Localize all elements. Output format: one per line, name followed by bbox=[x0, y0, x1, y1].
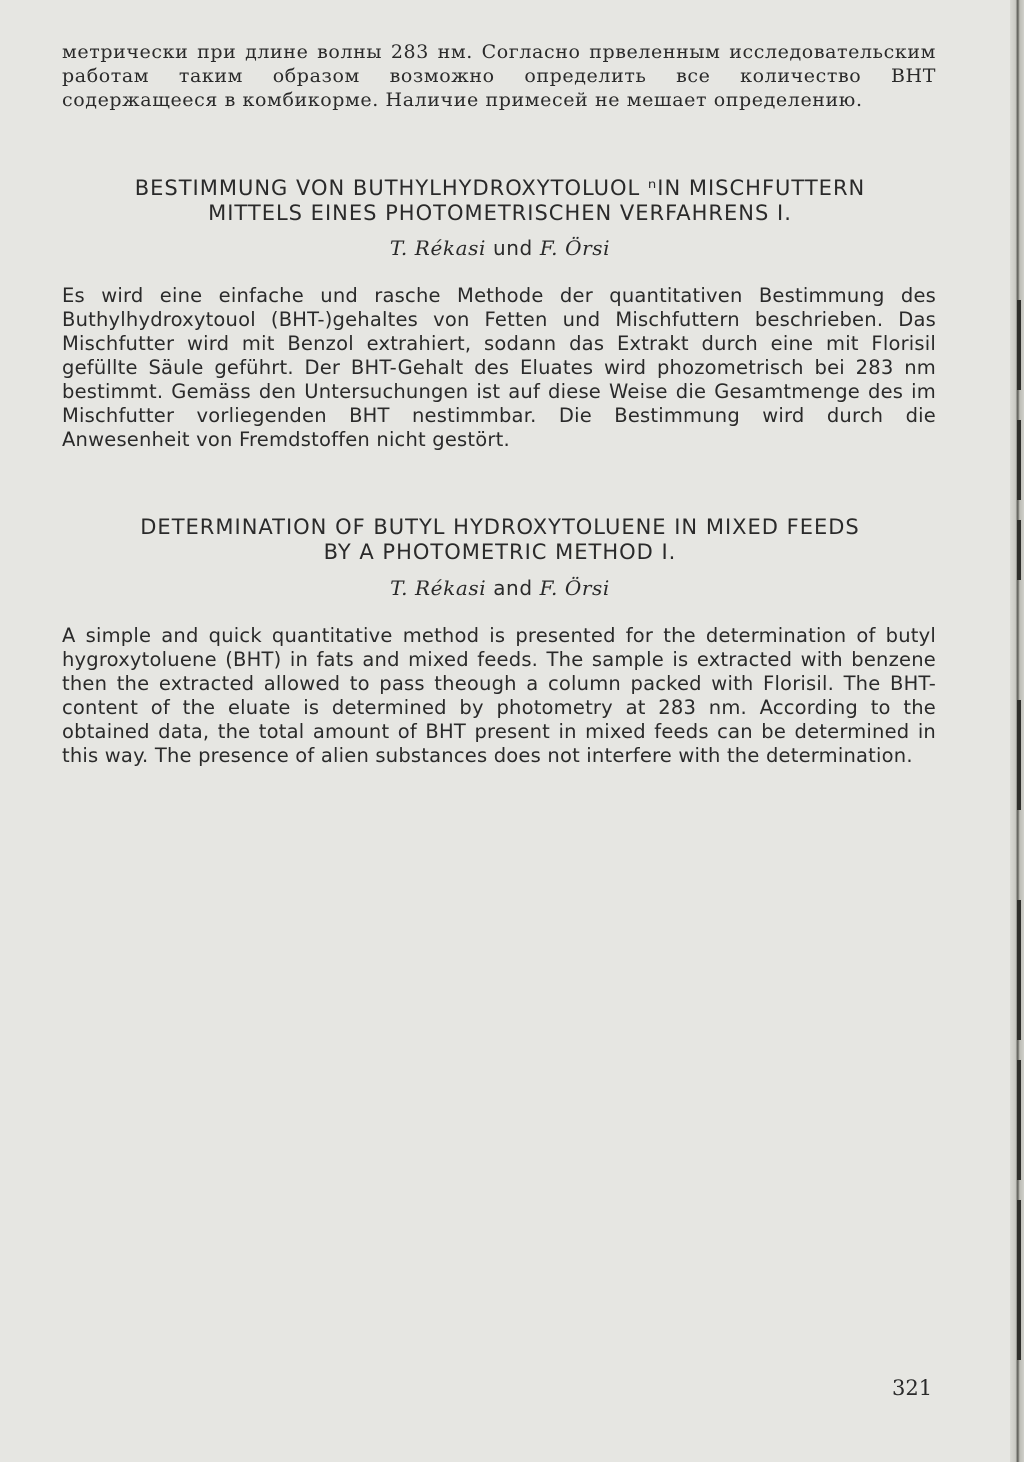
russian-paragraph: метрически при длине волны 283 нм. Согласно првеленным исследовательским работам таким образом возможно определить все количество ВНТ содержащееся в комбикорме. Наличие примесей не мешает определению. bbox=[62, 41, 936, 111]
german-abstract-text: Es wird eine einfache und rasche Methode der quantitativen Bestimmung des Buthylhydroxytouol (BHT-)gehaltes von Fetten und Mischfuttern beschrieben. Das Mischfutter wird mit Benzol extrahiert, sodann das Extrakt durch eine mit Florisil gefüllte Säule geführt. Der BHT-Gehalt des Eluates wird phozometrisch bei 283 nm bestimmt. Gemäss den Untersuchungen ist auf diese Weise die Gesamtmenge des im Mischfutter vorliegenden BHT nestimmbar. Die Bestimmung wird durch die Anwesenheit von Fremdstoffen nicht gestört. bbox=[62, 284, 936, 451]
german-authors bbox=[40, 236, 960, 260]
german-author-1: T. Rékasi bbox=[389, 236, 487, 260]
russian-summary-tail bbox=[62, 40, 936, 112]
german-title-line-1: BESTIMMUNG VON BUTHYLHYDROXYTOLUOL ⁿIN MISCHFUTTERN bbox=[134, 176, 866, 200]
english-title-line-1: DETERMINATION OF BUTYL HYDROXYTOLUENE IN MIXED FEEDS bbox=[140, 515, 860, 539]
english-title bbox=[40, 515, 960, 565]
edge-mark bbox=[1017, 520, 1021, 580]
edge-mark bbox=[1017, 700, 1021, 810]
german-author-2: F. Örsi bbox=[539, 236, 611, 260]
english-authors bbox=[40, 576, 960, 600]
german-title-line-2: MITTELS EINES PHOTOMETRISCHEN VERFAHRENS I. bbox=[208, 201, 792, 225]
english-author-connector: and bbox=[493, 576, 533, 600]
german-author-connector: und bbox=[492, 236, 533, 260]
english-author-1: T. Rékasi bbox=[390, 576, 487, 600]
edge-mark bbox=[1017, 900, 1021, 1040]
german-title bbox=[40, 176, 960, 226]
english-author-2: F. Örsi bbox=[539, 576, 610, 600]
edge-mark bbox=[1017, 1060, 1021, 1180]
english-abstract bbox=[62, 624, 936, 768]
edge-mark bbox=[1017, 420, 1021, 500]
page-binding-edge bbox=[1010, 0, 1024, 1462]
english-title-line-2: BY A PHOTOMETRIC METHOD I. bbox=[323, 540, 677, 564]
edge-mark bbox=[1017, 1200, 1021, 1360]
edge-mark bbox=[1017, 300, 1021, 390]
german-abstract bbox=[62, 284, 936, 452]
english-abstract-text: A simple and quick quantitative method is presented for the determination of butyl hygroxytoluene (BHT) in fats and mixed feeds. The sample is extracted with benzene then the extracted allowed to pass theough a column packed with Florisil. The BHT-content of the eluate is determined by photometry at 283 nm. According to the obtained data, the total amount of BHT present in mixed feeds can be determined in this way. The presence of alien substances does not interfere with the determination. bbox=[62, 624, 936, 767]
page-number: 321 bbox=[892, 1376, 933, 1400]
